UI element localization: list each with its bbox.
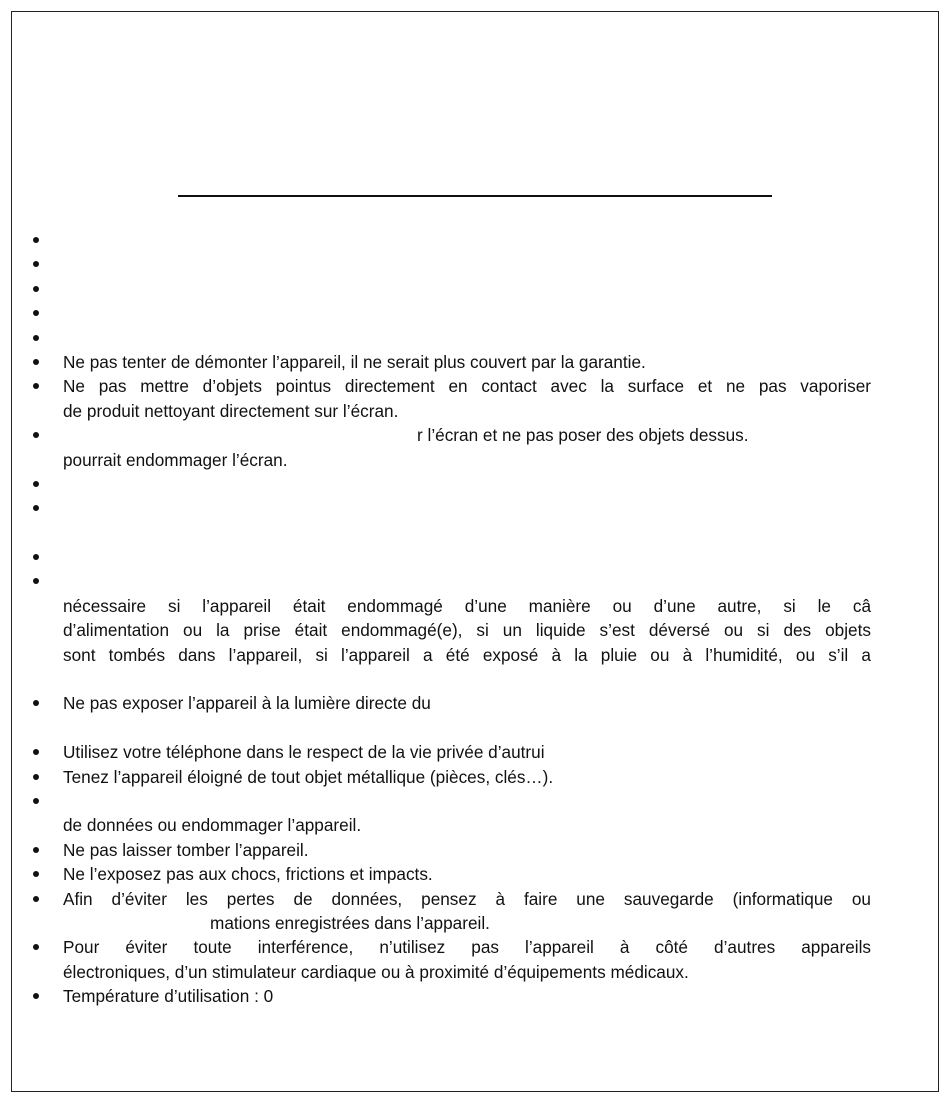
list-item [0,545,950,569]
item-line [63,228,871,252]
list-item [0,326,950,350]
list-item [0,350,950,374]
list-item [0,472,950,496]
list-item [0,740,950,764]
list-item [0,765,950,789]
item-line [63,252,871,276]
item-line: r l’écran et ne pas poser des objets dessus. [417,425,749,446]
item-line: Pour éviter toute interférence, n’utilisez pas l’appareil à côté d’autres appareils [63,937,871,958]
list-item [0,887,950,936]
item-line: Ne pas laisser tomber l’appareil. [63,839,309,860]
blank-line [0,667,950,691]
item-line: Ne pas exposer l’appareil à la lumière directe du [63,693,431,714]
item-line: d’alimentation ou la prise était endommagé(e), si un liquide s’est déversé ou si des objets [63,620,871,641]
list-item [0,862,950,886]
item-line [63,277,871,301]
item-line [63,301,871,325]
list-item [0,789,950,838]
list-item [0,252,950,276]
item-line: Ne pas tenter de démonter l’appareil, il ne serait plus couvert par la garantie. [63,351,646,372]
item-line: nécessaire si l’appareil était endommagé d’une manière ou d’une autre, si le câ [63,595,871,616]
item-line [63,326,871,350]
list-item [0,935,950,984]
list-item [0,277,950,301]
item-line: mations enregistrées dans l’appareil. [210,912,490,933]
item-line [63,789,871,813]
item-line [63,545,871,569]
item-line: de produit nettoyant directement sur l’écran. [63,400,399,421]
title-rule [178,195,772,197]
blank-line [0,521,950,545]
item-line: de données ou endommager l’appareil. [63,815,362,836]
item-line [63,569,871,593]
list-item [0,984,950,1008]
list-item [0,838,950,862]
list-item [0,301,950,325]
item-line: Température d’utilisation : 0 [63,986,274,1007]
list-item [0,228,950,252]
item-line: Tenez l’appareil éloigné de tout objet métallique (pièces, clés…). [63,766,554,787]
item-line [63,472,871,496]
list-item [0,423,950,472]
item-line: Utilisez votre téléphone dans le respect de la vie privée d’autrui [63,742,545,763]
item-line: électroniques, d’un stimulateur cardiaque ou à proximité d’équipements médicaux. [63,961,689,982]
item-line: Afin d’éviter les pertes de données, pensez à faire une sauvegarde (informatique ou [63,888,871,909]
item-line [63,496,871,520]
list-item [0,569,950,667]
list-item [0,496,950,520]
list-item [0,374,950,423]
blank-line [0,716,950,740]
safety-instructions-list [0,228,950,1009]
item-line: Ne pas mettre d’objets pointus directement en contact avec la surface et ne pas vaporiser [63,376,871,397]
item-line: Ne l’exposez pas aux chocs, frictions et impacts. [63,864,433,885]
item-line: sont tombés dans l’appareil, si l’appareil a été exposé à la pluie ou à l’humidité, ou s’il a [63,644,871,665]
list-item [0,691,950,715]
item-line: pourrait endommager l’écran. [63,449,288,470]
